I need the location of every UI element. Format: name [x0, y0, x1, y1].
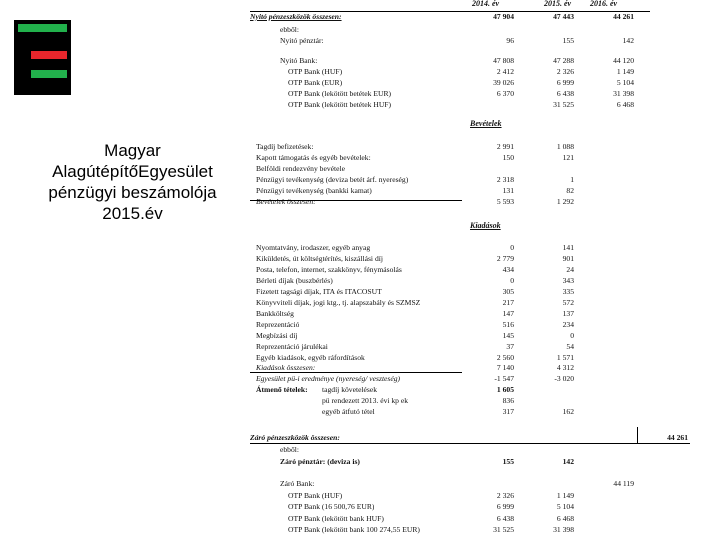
expense-row-label: Könyvviteli díjak, jogi ktg., tj. alapszabály és SZMSZ: [256, 297, 421, 307]
opening-row-label: Nyitó Bank:: [280, 56, 318, 65]
opening-row-2015-value: 47 443: [553, 12, 574, 21]
right-column-border: [637, 427, 638, 444]
opening-row-2014-value: 2 412: [496, 67, 514, 76]
expense-row: [250, 319, 720, 330]
expense-row-2015-value: 0: [570, 330, 574, 340]
closing-row-2015-value: 142: [562, 457, 574, 466]
expense-row-2014-value: 305: [502, 286, 514, 296]
closing-row-2014-value: 2 326: [496, 491, 514, 500]
expense-row-2014-value: 147: [502, 308, 514, 318]
expense-row-2015-value: 335: [562, 286, 574, 296]
income-row-2015-value: 1 088: [556, 142, 574, 151]
closing-row-label: Záró Bank:: [280, 479, 315, 488]
income-total-divider: [250, 200, 462, 201]
closing-total-divider: [250, 443, 690, 444]
income-row-2015-value: 1: [570, 175, 574, 184]
opening-row-2014-value: 96: [506, 36, 514, 45]
title-line-1: Magyar: [104, 141, 161, 160]
closing-row-2015-value: 1 149: [556, 491, 574, 500]
expense-row-2015-value: 141: [562, 243, 574, 252]
income-row: [250, 163, 720, 174]
expense-row-2014-value: 7 140: [496, 363, 514, 373]
income-row: [250, 196, 720, 207]
income-row-2014-value: 150: [502, 153, 514, 162]
closing-row-2015-value: 6 468: [556, 514, 574, 523]
expense-row-2014-value: 317: [502, 407, 514, 417]
closing-row-label: OTP Bank (HUF): [288, 491, 343, 500]
closing-row-2016-value: 44 261: [667, 433, 688, 442]
closing-row: [250, 432, 720, 443]
expense-row-2015-value: 572: [562, 297, 574, 307]
expense-row-label: Egyéb kiadások, egyéb ráfordítások: [256, 352, 365, 362]
opening-row-2015-value: 155: [562, 36, 574, 45]
closing-row-label: OTP Bank (lekötött bank 100 274,55 EUR): [288, 525, 420, 534]
opening-row-2016-value: 5 104: [616, 78, 634, 87]
expense-row: [250, 308, 720, 319]
expense-row-label: Reprezentáció járulékai: [256, 341, 328, 351]
opening-row-2016-value: 6 468: [616, 100, 634, 109]
title-line-4: 2015.év: [102, 204, 163, 223]
closing-row-2014-value: 6 438: [496, 514, 514, 523]
closing-row-label: Záró pénztár: (deviza is): [280, 457, 360, 466]
expense-row-label: Megbízási díj: [256, 330, 298, 340]
opening-row-2014-value: 39 026: [493, 78, 514, 87]
expense-row-2014-value: 2 779: [496, 253, 514, 263]
opening-row-label: Nyitó pénzeszközök összesen:: [250, 12, 342, 21]
expense-row-2014-value: 217: [502, 297, 514, 307]
opening-row-2016-value: 142: [622, 36, 634, 45]
income-row-2015-value: 82: [566, 186, 574, 195]
expense-row-2014-value: 0: [510, 275, 514, 285]
header-2014: 2014. év: [472, 0, 500, 8]
income-row-label: Kapott támogatás és egyéb bevételek:: [256, 153, 371, 162]
expense-row-2015-value: 4 312: [556, 363, 574, 373]
opening-row-2015-value: 2 326: [556, 67, 574, 76]
title-line-2: AlagútépítőEgyesület: [52, 162, 213, 181]
expense-row-2014-value: 516: [502, 319, 514, 329]
expense-row-sublabel: pü rendezett 2013. évi kp ek: [322, 396, 409, 406]
opening-row-2015-value: 6 438: [556, 89, 574, 98]
expenses-section-title: Kiadások: [470, 221, 501, 230]
expense-row-2015-value: 1 571: [556, 352, 574, 362]
expense-row-2015-value: 162: [562, 407, 574, 417]
header-2016: 2016. év: [590, 0, 618, 8]
closing-row: [250, 444, 720, 455]
income-row-label: Bevételek összesen:: [256, 197, 316, 206]
opening-row-label: ebből:: [280, 25, 299, 34]
expense-row: [250, 297, 720, 308]
expense-row: [250, 275, 720, 286]
expense-row-sublabel: egyéb átfutó tétel: [322, 407, 375, 417]
expense-row-2015-value: 343: [562, 275, 574, 285]
expense-row: [250, 253, 720, 264]
opening-row: [250, 77, 720, 88]
opening-row-2015-value: 47 288: [553, 56, 574, 65]
opening-row: [250, 24, 720, 35]
expense-row: [250, 264, 720, 275]
closing-row-label: OTP Bank (16 500,76 EUR): [288, 502, 375, 511]
expense-row: [250, 242, 720, 253]
expense-row-label: Kiküldetés, út költségtérítés, kiszállási díj: [256, 253, 383, 263]
income-row-2014-value: 131: [502, 186, 514, 195]
income-row-2015-value: 1 292: [556, 197, 574, 206]
opening-row-label: Nyitó pénztár:: [280, 36, 324, 45]
opening-row-2014-value: 47 904: [493, 12, 514, 21]
expense-row-2014-value: 2 560: [496, 352, 514, 362]
closing-row-label: OTP Bank (lekötött bank HUF): [288, 514, 384, 523]
closing-row: [250, 501, 720, 512]
opening-row: [250, 35, 720, 46]
expense-row-2014-value: 145: [502, 330, 514, 340]
expense-row-label: Átmenő tételek:: [256, 385, 308, 395]
income-section-title: Bevételek: [470, 119, 502, 128]
closing-row: [250, 478, 720, 489]
expense-row-2015-value: 234: [562, 319, 574, 329]
expense-row-2015-value: 137: [562, 308, 574, 318]
financial-statement: [250, 0, 720, 540]
expense-row-label: Posta, telefon, internet, szakkönyv, fénymásolás: [256, 264, 402, 274]
header-2015: 2015. év: [544, 0, 572, 8]
opening-row: [250, 88, 720, 99]
opening-row-2014-value: 47 808: [493, 56, 514, 65]
opening-row-2016-value: 44 120: [613, 56, 634, 65]
closing-row: [250, 467, 720, 478]
closing-row: [250, 513, 720, 524]
income-row: [250, 185, 720, 196]
opening-row-label: OTP Bank (lekötött betétek HUF): [288, 100, 392, 109]
opening-row: [250, 99, 720, 110]
closing-row-label: Záró pénzeszközök összesen:: [250, 433, 340, 442]
expense-row-label: Egyesület pü-i eredménye (nyereség/ veszteség): [256, 374, 401, 384]
opening-row: [250, 55, 720, 66]
expense-row-label: Bérleti díjak (buszbérlés): [256, 275, 333, 285]
expenses-total-divider: [250, 372, 462, 373]
expense-row-2014-value: -1 547: [494, 374, 514, 384]
income-row-2014-value: 5 593: [496, 197, 514, 206]
opening-row-2015-value: 6 999: [556, 78, 574, 87]
closing-row-2015-value: 5 104: [556, 502, 574, 511]
expense-row-2014-value: 1 605: [496, 385, 514, 395]
closing-row-2014-value: 6 999: [496, 502, 514, 511]
expense-row-label: Bankköltség: [256, 308, 294, 318]
opening-row-2016-value: 31 398: [613, 89, 634, 98]
income-row-2014-value: 2 318: [496, 175, 514, 184]
closing-row-2014-value: 31 525: [493, 525, 514, 534]
logo: [14, 20, 71, 95]
closing-row: [250, 524, 720, 535]
opening-row-2016-value: 1 149: [616, 67, 634, 76]
income-row-label: Tagdíj befizetések:: [256, 142, 314, 151]
expense-row: [250, 406, 720, 417]
income-row-label: Belföldi rendezvény bevétele: [256, 164, 345, 173]
opening-row-label: OTP Bank (lekötött betétek EUR): [288, 89, 392, 98]
expense-row-label: Kiadások összesen:: [256, 363, 316, 373]
expense-row-2015-value: -3 020: [554, 374, 574, 384]
opening-row-label: OTP Bank (EUR): [288, 78, 343, 87]
income-row: [250, 141, 720, 152]
expense-row: [250, 341, 720, 352]
page-title: [20, 140, 245, 224]
closing-row-2015-value: 31 398: [553, 525, 574, 534]
logo-stripe-bottom: [31, 70, 67, 78]
opening-row: [250, 66, 720, 77]
title-line-3: pénzügyi beszámolója: [48, 183, 217, 202]
expense-row: [250, 330, 720, 341]
expense-row-2015-value: 24: [566, 264, 574, 274]
closing-row: [250, 456, 720, 467]
closing-row-2014-value: 155: [502, 457, 514, 466]
expense-row-sublabel: tagdíj követelések: [322, 385, 378, 395]
income-row-2015-value: 121: [562, 153, 574, 162]
logo-stripe-middle: [31, 51, 67, 59]
expense-row: [250, 373, 720, 384]
expense-row-label: Fizetett tagsági díjak, ITA és ITACOSUT: [256, 286, 382, 296]
expense-row: [250, 352, 720, 363]
income-row-label: Pénzügyi tevékenység (bankki kamat): [256, 186, 372, 195]
closing-row-2016-value: 44 119: [613, 479, 634, 488]
income-row-2014-value: 2 991: [496, 142, 514, 151]
expense-row-2014-value: 37: [506, 341, 514, 351]
opening-row-2014-value: 6 370: [496, 89, 514, 98]
expense-row: [250, 395, 720, 406]
opening-row-2016-value: 44 261: [613, 12, 634, 21]
expense-row: [250, 286, 720, 297]
expense-row-label: Reprezentáció: [256, 319, 300, 329]
expense-row-2014-value: 0: [510, 243, 514, 252]
expense-row-2014-value: 434: [502, 264, 514, 274]
income-row-label: Pénzügyi tevékenység (deviza betét árf. nyereség): [256, 175, 409, 184]
expense-row-2015-value: 901: [562, 253, 574, 263]
expense-row: [250, 384, 720, 395]
income-row: [250, 152, 720, 163]
opening-row-2015-value: 31 525: [553, 100, 574, 109]
closing-row-label: ebből:: [280, 445, 299, 454]
closing-row: [250, 490, 720, 501]
expense-row-2014-value: 836: [502, 396, 514, 406]
logo-stripe-top: [18, 24, 67, 32]
opening-row: [250, 11, 720, 22]
expense-row-label: Nyomtatvány, irodaszer, egyéb anyag: [256, 243, 371, 252]
income-row: [250, 174, 720, 185]
opening-row-label: OTP Bank (HUF): [288, 67, 343, 76]
expense-row-2015-value: 54: [566, 341, 574, 351]
